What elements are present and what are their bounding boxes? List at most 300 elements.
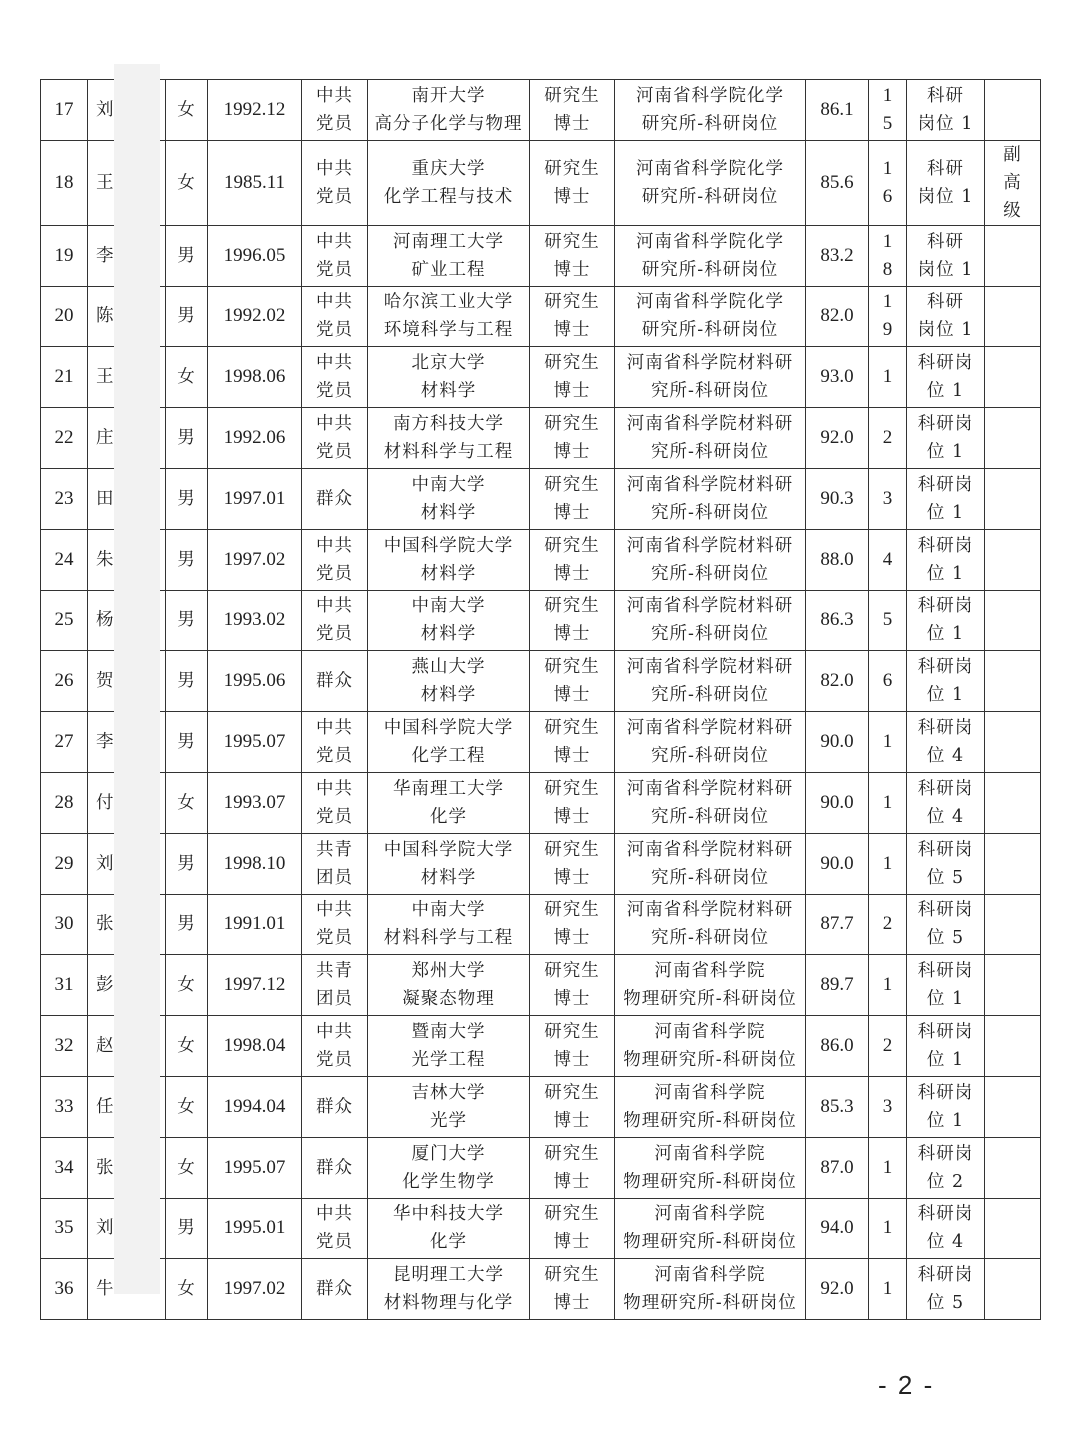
cell-rank [869,408,907,469]
cell-line: 6 [882,670,893,692]
cell-line: 中共 [316,1022,353,1043]
cell-score: 94.0 [806,1198,869,1259]
cell-line: 1 [882,974,893,996]
cell-line: 究所-科研岗位 [651,624,769,645]
cell-line: 昆明理工大学 [393,1265,504,1286]
table-row [41,712,1041,773]
cell-education [368,772,530,833]
cell-line: 位 4 [926,806,965,827]
cell-line: 科研岗 [917,657,974,678]
cell-line: 博士 [553,806,591,827]
cell-note [985,225,1041,286]
cell-number: 32 [41,1016,88,1077]
cell-line: 材料学 [420,563,477,584]
cell-score: 85.6 [806,140,869,225]
cell-political-status [302,529,368,590]
cell-score: 87.0 [806,1137,869,1198]
cell-birth-date: 1997.01 [208,468,302,529]
cell-line: 河南省科学院化学 [636,231,784,252]
cell-education [368,140,530,225]
cell-line: 博士 [553,867,591,888]
cell-line: 岗位 1 [917,113,974,134]
cell-note [985,1076,1041,1137]
cell-education [368,1016,530,1077]
cell-position [615,1137,806,1198]
cell-line: 党员 [316,563,353,584]
cell-degree [530,1198,615,1259]
cell-score: 90.0 [806,833,869,894]
cell-line: 河南省科学院 [654,1082,766,1103]
cell-note [985,590,1041,651]
table-row [41,651,1041,712]
cell-line: 位 1 [926,502,965,523]
cell-political-status [302,408,368,469]
cell-line: 郑州大学 [411,961,486,982]
cell-line: 物理研究所-科研岗位 [623,1293,797,1314]
cell-line: 中南大学 [411,900,486,921]
cell-line: 研究生 [544,839,600,860]
cell-name: 贺 [88,651,166,712]
cell-post-title [907,1198,985,1259]
cell-score: 92.0 [806,1259,869,1320]
cell-line: 研究生 [544,231,600,252]
cell-line: 光学工程 [411,1050,486,1071]
cell-line: 研究生 [544,778,600,799]
cell-line: 河南省科学院 [654,961,766,982]
table-row [41,590,1041,651]
cell-education [368,1137,530,1198]
cell-line: 团员 [316,867,353,888]
cell-line: 研究生 [544,596,600,617]
cell-number: 25 [41,590,88,651]
table-row [41,1076,1041,1137]
cell-line: 3 [882,487,893,509]
cell-line: 岗位 1 [917,259,974,280]
cell-line: 研究生 [544,1022,600,1043]
cell-post-title [907,1137,985,1198]
cell-name: 刘 [88,80,166,141]
cell-position [615,468,806,529]
cell-post-title [907,1259,985,1320]
cell-degree [530,347,615,408]
cell-birth-date: 1993.07 [208,772,302,833]
cell-birth-date: 1991.01 [208,894,302,955]
cell-line: 中共 [316,292,353,313]
cell-line: 河南省科学院化学 [636,158,784,179]
cell-line: 研究生 [544,718,600,739]
cell-education [368,1198,530,1259]
cell-education [368,468,530,529]
cell-position [615,408,806,469]
cell-line: 博士 [553,928,591,949]
cell-line: 博士 [553,381,591,402]
cell-line: 1 [882,1217,893,1239]
cell-score: 90.0 [806,772,869,833]
cell-line: 9 [882,319,893,341]
cell-birth-date: 1994.04 [208,1076,302,1137]
cell-degree [530,833,615,894]
cell-score: 92.0 [806,408,869,469]
cell-note [985,955,1041,1016]
cell-line: 中共 [316,900,353,921]
cell-position [615,712,806,773]
cell-name: 任 [88,1076,166,1137]
cell-sex: 女 [166,1259,208,1320]
cell-note [985,286,1041,347]
cell-line: 物理研究所-科研岗位 [623,1110,797,1131]
cell-line: 河南省科学院材料研 [626,900,794,921]
cell-post-title [907,894,985,955]
cell-line: 河南省科学院材料研 [626,778,794,799]
cell-line: 群众 [316,671,353,692]
cell-line: 中共 [316,535,353,556]
cell-line: 位 1 [926,624,965,645]
cell-degree [530,1259,615,1320]
cell-line: 河南省科学院 [654,1265,766,1286]
cell-number: 35 [41,1198,88,1259]
table-row [41,347,1041,408]
cell-number: 30 [41,894,88,955]
cell-degree [530,590,615,651]
cell-name: 王 [88,347,166,408]
cell-note [985,712,1041,773]
cell-birth-date: 1985.11 [208,140,302,225]
cell-line: 博士 [553,989,591,1010]
cell-line: 中共 [316,85,353,106]
cell-line: 究所-科研岗位 [651,442,769,463]
cell-line: 物理研究所-科研岗位 [623,989,797,1010]
cell-education [368,955,530,1016]
cell-birth-date: 1997.02 [208,1259,302,1320]
cell-line: 科研岗 [917,1204,974,1225]
cell-degree [530,225,615,286]
cell-line: 研究所-科研岗位 [641,320,779,341]
cell-number: 18 [41,140,88,225]
table-row [41,955,1041,1016]
cell-score: 86.0 [806,1016,869,1077]
cell-line: 材料物理与化学 [383,1293,514,1314]
table-row [41,529,1041,590]
cell-education [368,651,530,712]
cell-post-title [907,529,985,590]
cell-position [615,347,806,408]
cell-sex: 女 [166,140,208,225]
cell-line: 燕山大学 [411,657,486,678]
cell-line: 中国科学院大学 [383,535,514,556]
cell-sex: 女 [166,80,208,141]
cell-line: 博士 [553,442,591,463]
cell-line: 党员 [316,320,353,341]
cell-line: 博士 [553,746,591,767]
cell-line: 究所-科研岗位 [651,563,769,584]
cell-sex: 男 [166,408,208,469]
cell-note [985,140,1041,225]
cell-rank [869,1016,907,1077]
cell-line: 位 4 [926,746,965,767]
cell-line: 高 [1003,172,1022,193]
cell-note [985,772,1041,833]
cell-sex: 男 [166,225,208,286]
cell-line: 2 [882,913,893,935]
table-row [41,1016,1041,1077]
cell-position [615,286,806,347]
cell-sex: 男 [166,286,208,347]
cell-rank [869,140,907,225]
cell-birth-date: 1997.02 [208,529,302,590]
cell-line: 河南省科学院材料研 [626,718,794,739]
cell-political-status [302,712,368,773]
cell-line: 中共 [316,158,353,179]
cell-name: 牛 [88,1259,166,1320]
cell-line: 研究生 [544,657,600,678]
cell-position [615,529,806,590]
cell-note [985,408,1041,469]
cell-number: 21 [41,347,88,408]
cell-line: 群众 [316,488,353,509]
cell-line: 化学工程 [411,746,486,767]
cell-degree [530,408,615,469]
cell-score: 90.3 [806,468,869,529]
table-row [41,286,1041,347]
cell-line: 位 1 [926,989,965,1010]
cell-line: 科研岗 [917,353,974,374]
cell-line: 博士 [553,1110,591,1131]
cell-line: 材料学 [420,502,477,523]
cell-post-title [907,140,985,225]
cell-line: 5 [882,609,893,631]
cell-post-title [907,651,985,712]
cell-number: 27 [41,712,88,773]
cell-name: 杨 [88,590,166,651]
cell-political-status [302,468,368,529]
cell-post-title [907,833,985,894]
cell-name: 付 [88,772,166,833]
cell-line: 1 [882,291,893,313]
cell-line: 研究生 [544,474,600,495]
cell-rank [869,1137,907,1198]
cell-name: 朱 [88,529,166,590]
cell-line: 研究生 [544,1204,600,1225]
cell-line: 3 [882,1095,893,1117]
cell-line: 材料学 [420,381,477,402]
cell-line: 8 [882,258,893,280]
cell-post-title [907,347,985,408]
cell-line: 研究生 [544,535,600,556]
cell-birth-date: 1992.12 [208,80,302,141]
cell-line: 科研岗 [917,839,974,860]
table-row [41,1259,1041,1320]
cell-post-title [907,772,985,833]
cell-political-status [302,1198,368,1259]
cell-line: 究所-科研岗位 [651,746,769,767]
cell-line: 位 4 [926,1232,965,1253]
cell-note [985,347,1041,408]
cell-line: 科研岗 [917,1022,974,1043]
cell-line: 物理研究所-科研岗位 [623,1050,797,1071]
cell-sex: 男 [166,894,208,955]
cell-sex: 女 [166,1076,208,1137]
cell-sex: 女 [166,1137,208,1198]
cell-line: 科研 [927,231,964,252]
cell-line: 党员 [316,1232,353,1253]
cell-name: 刘 [88,833,166,894]
cell-line: 博士 [553,320,591,341]
cell-line: 党员 [316,806,353,827]
cell-line: 党员 [316,746,353,767]
cell-number: 19 [41,225,88,286]
cell-line: 哈尔滨工业大学 [383,292,514,313]
cell-line: 博士 [553,113,591,134]
cell-line: 究所-科研岗位 [651,928,769,949]
cell-line: 博士 [553,685,591,706]
cell-political-status [302,140,368,225]
cell-name: 李 [88,225,166,286]
cell-line: 河南理工大学 [393,231,504,252]
cell-position [615,140,806,225]
cell-post-title [907,712,985,773]
cell-line: 研究生 [544,292,600,313]
cell-number: 22 [41,408,88,469]
cell-line: 1 [882,157,893,179]
cell-name: 李 [88,712,166,773]
cell-score: 90.0 [806,712,869,773]
cell-degree [530,772,615,833]
cell-rank [869,1076,907,1137]
cell-degree [530,80,615,141]
cell-line: 位 2 [926,1171,965,1192]
cell-line: 博士 [553,1293,591,1314]
cell-rank [869,833,907,894]
cell-education [368,225,530,286]
cell-line: 1 [882,852,893,874]
cell-line: 暨南大学 [411,1022,486,1043]
table-row [41,80,1041,141]
cell-line: 华中科技大学 [393,1204,504,1225]
cell-rank [869,590,907,651]
cell-line: 党员 [316,381,353,402]
cell-line: 河南省科学院材料研 [626,353,794,374]
cell-note [985,1137,1041,1198]
cell-post-title [907,286,985,347]
cell-sex: 男 [166,529,208,590]
cell-position [615,1198,806,1259]
cell-political-status [302,286,368,347]
cell-number: 23 [41,468,88,529]
cell-rank [869,80,907,141]
cell-line: 博士 [553,1050,591,1071]
cell-line: 河南省科学院 [654,1022,766,1043]
cell-position [615,833,806,894]
cell-post-title [907,80,985,141]
cell-line: 研究所-科研岗位 [641,186,779,207]
cell-political-status [302,80,368,141]
candidate-table [40,79,1041,1320]
cell-line: 究所-科研岗位 [651,685,769,706]
cell-degree [530,468,615,529]
cell-post-title [907,468,985,529]
cell-line: 中南大学 [411,596,486,617]
cell-sex: 男 [166,1198,208,1259]
table-row [41,772,1041,833]
cell-birth-date: 1995.07 [208,712,302,773]
cell-line: 中共 [316,231,353,252]
cell-line: 科研岗 [917,414,974,435]
cell-number: 34 [41,1137,88,1198]
table-row [41,894,1041,955]
cell-degree [530,140,615,225]
cell-line: 群众 [316,1096,353,1117]
cell-degree [530,1016,615,1077]
cell-education [368,833,530,894]
cell-line: 河南省科学院化学 [636,85,784,106]
cell-line: 河南省科学院材料研 [626,596,794,617]
cell-rank [869,955,907,1016]
cell-line: 化学生物学 [402,1171,495,1192]
cell-political-status [302,347,368,408]
cell-line: 化学 [430,806,467,827]
cell-position [615,894,806,955]
cell-line: 岗位 1 [917,320,974,341]
cell-name: 王 [88,140,166,225]
cell-line: 1 [882,230,893,252]
cell-line: 材料学 [420,624,477,645]
cell-line: 中国科学院大学 [383,839,514,860]
cell-rank [869,712,907,773]
cell-sex: 男 [166,712,208,773]
cell-sex: 男 [166,833,208,894]
cell-political-status [302,894,368,955]
cell-line: 河南省科学院化学 [636,292,784,313]
cell-political-status [302,955,368,1016]
cell-line: 研究生 [544,85,600,106]
cell-rank [869,651,907,712]
cell-line: 博士 [553,1232,591,1253]
cell-line: 环境科学与工程 [383,320,514,341]
cell-line: 党员 [316,624,353,645]
cell-line: 河南省科学院材料研 [626,657,794,678]
cell-line: 材料科学与工程 [383,442,514,463]
cell-line: 研究所-科研岗位 [641,113,779,134]
cell-post-title [907,1016,985,1077]
cell-line: 2 [882,427,893,449]
cell-name: 陈 [88,286,166,347]
cell-line: 研究生 [544,1143,600,1164]
cell-score: 83.2 [806,225,869,286]
cell-score: 93.0 [806,347,869,408]
cell-position [615,1259,806,1320]
cell-sex: 女 [166,955,208,1016]
cell-rank [869,468,907,529]
table-row [41,225,1041,286]
cell-note [985,1016,1041,1077]
cell-number: 26 [41,651,88,712]
cell-line: 副 [1003,144,1022,165]
cell-line: 究所-科研岗位 [651,806,769,827]
cell-line: 科研岗 [917,718,974,739]
cell-line: 位 1 [926,442,965,463]
cell-degree [530,286,615,347]
cell-line: 党员 [316,442,353,463]
cell-line: 中共 [316,596,353,617]
cell-line: 中国科学院大学 [383,718,514,739]
cell-line: 中南大学 [411,474,486,495]
cell-education [368,712,530,773]
cell-degree [530,529,615,590]
cell-note [985,1198,1041,1259]
cell-note [985,80,1041,141]
cell-note [985,833,1041,894]
cell-sex: 男 [166,468,208,529]
